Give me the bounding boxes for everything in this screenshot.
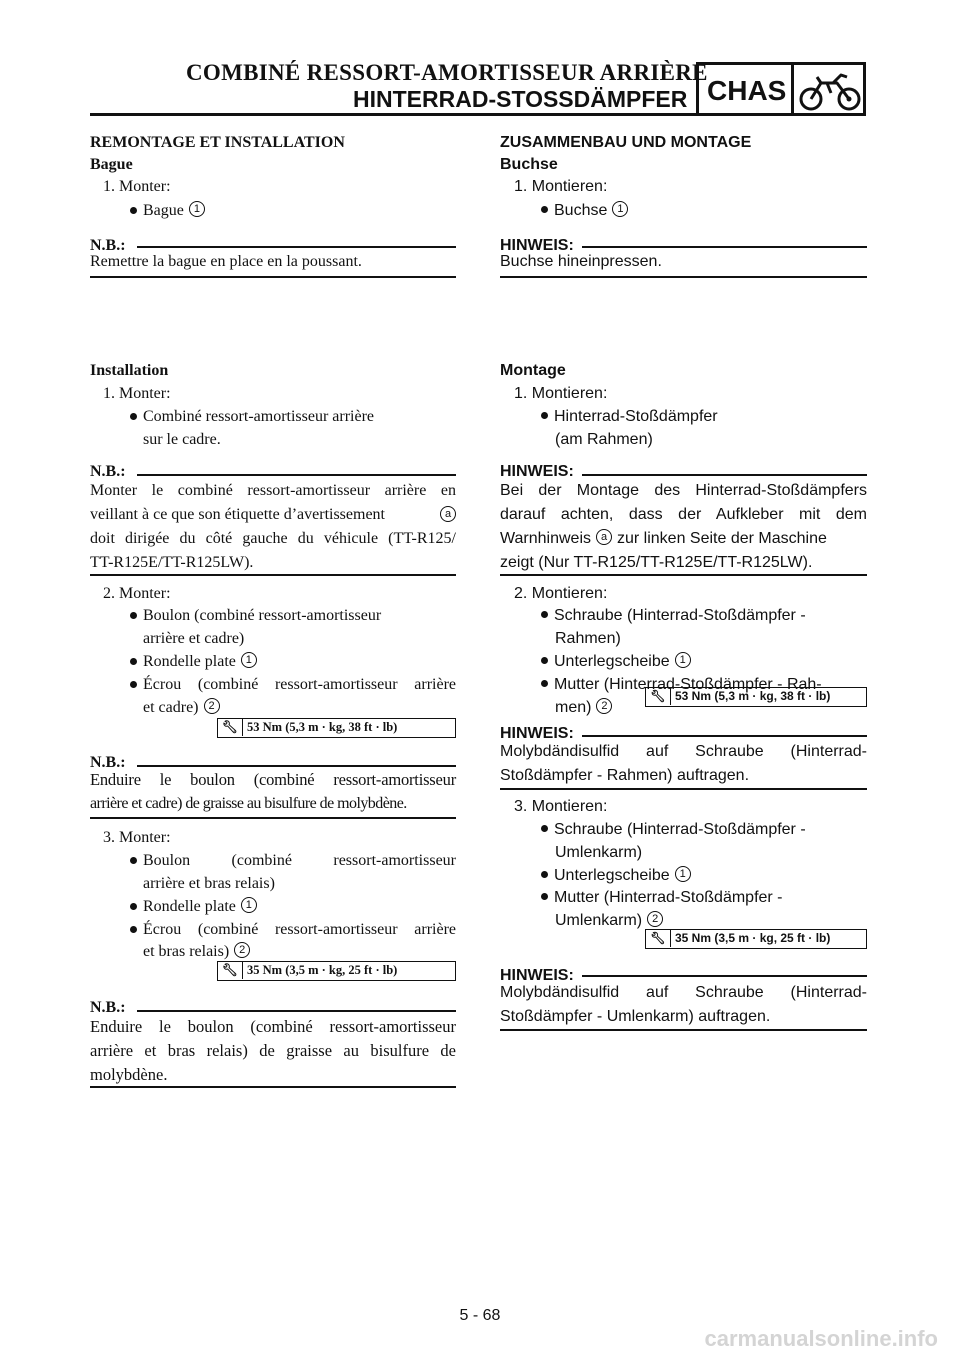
torque-spec: 🔧︎ 53 Nm (5,3 m · kg, 38 ft · lb) bbox=[645, 687, 867, 707]
de-nb-label: HINWEIS: bbox=[500, 463, 574, 480]
de-nb-label: HINWEIS: bbox=[500, 967, 574, 984]
fr-subheading-installation: Installation bbox=[90, 362, 169, 379]
motorcycle-icon bbox=[797, 69, 863, 113]
bullet bbox=[130, 926, 137, 933]
fr-nb-line: Enduire le boulon (combiné ressort-amortisseur bbox=[90, 770, 456, 789]
de-step-3: 3. Montieren: bbox=[514, 798, 608, 815]
bullet bbox=[541, 680, 548, 687]
fr-nb-line: arrière et cadre) de graisse au bisulfure de molybdène. bbox=[90, 795, 407, 812]
nb-rule bbox=[137, 246, 456, 248]
bullet bbox=[130, 207, 137, 214]
fr-nb-line: molybdène. bbox=[90, 1065, 168, 1084]
fr-step-1b: 1. Monter: bbox=[103, 385, 171, 402]
nb-end-rule bbox=[90, 817, 456, 819]
de-item-cont: (am Rahmen) bbox=[555, 431, 653, 448]
ref-marker: 2 bbox=[596, 698, 612, 714]
bullet bbox=[130, 612, 137, 619]
ref-marker: 1 bbox=[675, 652, 691, 668]
de-item: Mutter (Hinterrad-Stoßdämpfer - bbox=[541, 886, 783, 910]
nb-end-rule bbox=[90, 574, 456, 576]
de-nb-line: Stoßdämpfer - Rahmen) auftragen. bbox=[500, 767, 750, 784]
nb-end-rule bbox=[500, 1029, 867, 1031]
nb-end-rule bbox=[90, 276, 456, 278]
de-nb-line: Molybdändisulfid auf Schraube (Hinterrad- bbox=[500, 984, 867, 1001]
fr-item-cont: et bras relais) 2 bbox=[143, 940, 250, 964]
bullet bbox=[130, 681, 137, 688]
nb-end-rule bbox=[500, 574, 867, 576]
de-item: Unterlegscheibe 1 bbox=[541, 864, 691, 888]
de-item-cont: Rahmen) bbox=[555, 630, 621, 647]
fr-item: Combiné ressort-amortisseur arrière bbox=[130, 405, 374, 429]
de-nb-line: darauf achten, dass der Aufkleber mit dem bbox=[500, 506, 867, 523]
fr-item: Boulon (combiné ressort-amortisseur bbox=[130, 604, 381, 628]
de-nb-line: Warnhinweis a zur linken Seite der Maschine bbox=[500, 530, 827, 547]
nb-end-rule bbox=[90, 1086, 456, 1088]
de-nb-line: Molybdändisulfid auf Schraube (Hinterrad- bbox=[500, 743, 867, 760]
nb-rule bbox=[137, 1010, 456, 1012]
fr-step-2: 2. Monter: bbox=[103, 585, 171, 602]
de-item: Buchse 1 bbox=[541, 199, 628, 223]
de-item: Schraube (Hinterrad-Stoßdämpfer - bbox=[541, 818, 806, 842]
de-item: Schraube (Hinterrad-Stoßdämpfer - bbox=[541, 604, 806, 628]
bullet bbox=[541, 412, 548, 419]
de-heading: ZUSAMMENBAU UND MONTAGE bbox=[500, 134, 752, 151]
section-badge bbox=[696, 62, 866, 116]
fr-nb-label: N.B.: bbox=[90, 999, 126, 1016]
nb-rule bbox=[582, 474, 867, 476]
fr-item: Bague 1 bbox=[130, 199, 205, 223]
bullet bbox=[541, 825, 548, 832]
bullet bbox=[541, 657, 548, 664]
fr-subheading-bague: Bague bbox=[90, 156, 133, 173]
ref-marker: 1 bbox=[241, 652, 257, 668]
fr-heading: REMONTAGE ET INSTALLATION bbox=[90, 134, 345, 151]
fr-nb-line: doit dirigée du côté gauche du véhicule (TT-R125/ bbox=[90, 530, 456, 547]
ref-marker: a bbox=[440, 506, 456, 522]
nb-rule bbox=[137, 474, 456, 476]
de-step-1: 1. Montieren: bbox=[514, 178, 608, 195]
fr-nb-line: arrière et bras relais) de graisse au bisulfure de bbox=[90, 1041, 456, 1060]
ref-marker: 1 bbox=[241, 897, 257, 913]
bullet bbox=[130, 857, 137, 864]
wrench-icon: 🔧︎ bbox=[218, 962, 243, 979]
nb-rule bbox=[582, 246, 867, 248]
ref-marker: 2 bbox=[204, 698, 220, 714]
de-nb-label: HINWEIS: bbox=[500, 237, 574, 254]
de-item-cont: Umlenkarm) bbox=[555, 844, 643, 861]
header-rule bbox=[90, 113, 696, 116]
ref-marker: 1 bbox=[675, 866, 691, 882]
nb-rule bbox=[582, 975, 867, 977]
fr-item: Boulon (combiné ressort-amortisseur bbox=[130, 849, 456, 873]
bullet bbox=[541, 611, 548, 618]
ref-marker: 2 bbox=[647, 911, 663, 927]
torque-spec: 🔧︎ 53 Nm (5,3 m · kg, 38 ft · lb) bbox=[217, 718, 456, 738]
fr-item-cont: sur le cadre. bbox=[143, 431, 221, 448]
fr-nb-label: N.B.: bbox=[90, 463, 126, 480]
fr-item: Rondelle plate 1 bbox=[130, 650, 257, 674]
fr-nb-text: Remettre la bague en place en la poussant. bbox=[90, 253, 362, 270]
bullet bbox=[541, 893, 548, 900]
section-label: CHAS bbox=[707, 75, 787, 106]
nb-end-rule bbox=[500, 788, 867, 790]
de-subheading-buchse: Buchse bbox=[500, 156, 558, 173]
ref-marker: 1 bbox=[612, 201, 628, 217]
fr-item: Rondelle plate 1 bbox=[130, 895, 257, 919]
title-fr: COMBINÉ RESSORT-AMORTISSEUR ARRIÈRE bbox=[186, 60, 708, 85]
fr-item: Écrou (combiné ressort-amortisseur arrière bbox=[130, 673, 456, 697]
wrench-icon: 🔧︎ bbox=[218, 719, 243, 736]
fr-step-1: 1. Monter: bbox=[103, 178, 171, 195]
de-item: Unterlegscheibe 1 bbox=[541, 650, 691, 674]
bullet bbox=[130, 658, 137, 665]
fr-nb-line: veillant à ce que son étiquette d’avertissement a bbox=[90, 503, 456, 527]
wrench-icon: 🔧︎ bbox=[646, 930, 671, 947]
de-item-cont: men) 2 bbox=[555, 696, 612, 720]
title-de: HINTERRAD-STOSSDÄMPFER bbox=[353, 86, 688, 112]
wrench-icon: 🔧︎ bbox=[646, 688, 671, 705]
fr-nb-line: TT-R125E/TT-R125LW). bbox=[90, 554, 254, 571]
fr-item-cont: arrière et cadre) bbox=[143, 630, 245, 647]
de-item: Mutter (Hinterrad-Stoßdämpfer - Rah- bbox=[541, 673, 822, 697]
fr-item-cont: et cadre) 2 bbox=[143, 696, 220, 720]
de-nb-line: Stoßdämpfer - Umlenkarm) auftragen. bbox=[500, 1008, 771, 1025]
de-nb-line: zeigt (Nur TT-R125/TT-R125E/TT-R125LW). bbox=[500, 554, 813, 571]
ref-marker: 2 bbox=[234, 942, 250, 958]
nb-rule bbox=[137, 765, 456, 767]
bullet bbox=[130, 413, 137, 420]
ref-marker: a bbox=[596, 529, 612, 545]
fr-nb-line: Enduire le boulon (combiné ressort-amortisseur bbox=[90, 1017, 456, 1036]
de-nb-label: HINWEIS: bbox=[500, 725, 574, 742]
bullet bbox=[130, 903, 137, 910]
fr-nb-label: N.B.: bbox=[90, 237, 126, 254]
nb-rule bbox=[582, 735, 867, 737]
de-nb-text: Buchse hineinpressen. bbox=[500, 253, 662, 270]
fr-item: Écrou (combiné ressort-amortisseur arrière bbox=[130, 918, 456, 942]
de-step-1b: 1. Montieren: bbox=[514, 385, 608, 402]
bullet bbox=[541, 206, 548, 213]
fr-step-3: 3. Monter: bbox=[103, 829, 171, 846]
torque-spec: 🔧︎ 35 Nm (3,5 m · kg, 25 ft · lb) bbox=[217, 961, 456, 981]
bullet bbox=[541, 871, 548, 878]
de-nb-line: Bei der Montage des Hinterrad-Stoßdämpfers bbox=[500, 482, 867, 499]
fr-item-cont: arrière et bras relais) bbox=[143, 875, 275, 892]
de-subheading-montage: Montage bbox=[500, 362, 566, 379]
watermark: carmanualsonline.info bbox=[704, 1326, 938, 1351]
page-number: 5 - 68 bbox=[459, 1307, 501, 1324]
fr-nb-line: Monter le combiné ressort-amortisseur arrière en bbox=[90, 482, 456, 499]
de-item-cont: Umlenkarm) 2 bbox=[555, 909, 663, 933]
torque-spec: 🔧︎ 35 Nm (3,5 m · kg, 25 ft · lb) bbox=[645, 929, 867, 949]
fr-nb-label: N.B.: bbox=[90, 754, 126, 771]
de-item: Hinterrad-Stoßdämpfer bbox=[541, 405, 718, 429]
badge-divider bbox=[791, 65, 794, 113]
nb-end-rule bbox=[500, 276, 867, 278]
de-step-2: 2. Montieren: bbox=[514, 585, 608, 602]
ref-marker: 1 bbox=[189, 201, 205, 217]
